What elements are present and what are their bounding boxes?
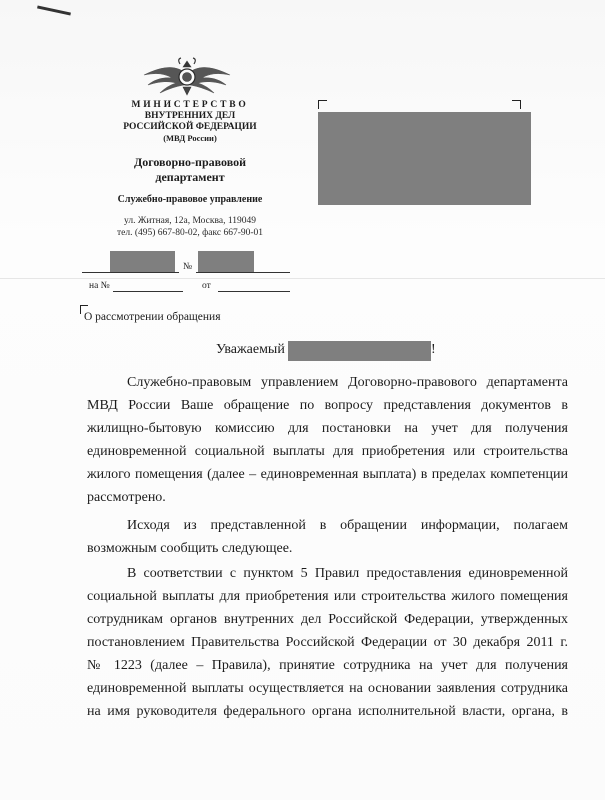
address-block [95,215,285,239]
department-name [95,155,285,185]
text-line: В соответствии с пунктом 5 Правил предоставления единовременной [127,566,568,581]
reply-date-underline [218,291,290,292]
fold-line [0,278,605,279]
scan-mark [37,5,71,15]
text-line: единовременной социальной выплаты для приобретения или строительства [87,444,568,459]
text-line: Служебно-правовым управлением Договорно-правового департамента [127,375,568,390]
subdepartment-name: Служебно-правовое управление [117,194,263,205]
reply-number-underline [113,291,183,292]
recipient-corner-right [512,100,521,109]
ministry-name [95,100,285,144]
number-sign: № [183,262,193,272]
text-line: МВД России Ваше обращение по вопросу представления документов в [87,398,568,413]
ministry-line-4: (МВД России) [163,133,217,143]
text-line: Исходя из представленной в обращении информации, полагаем [127,518,568,533]
text-line: социальной выплаты для приобретения или строительства жилого помещения [87,589,568,604]
text-line: сотрудникам органов внутренних дел Российской Федерации, утвержденных [87,612,568,627]
in-reply-to-label: на № [89,281,110,291]
address-line: ул. Житная, 12а, Москва, 119049 [124,216,256,226]
number-underline [196,272,290,273]
recipient-corner-left [318,100,327,109]
outgoing-number-redaction [198,251,254,273]
text-line: возможным сообщить следующее. [87,541,293,556]
outgoing-date-redaction [110,251,175,273]
ministry-line-3: РОССИЙСКОЙ ФЕДЕРАЦИИ [123,122,257,132]
text-line: на имя руководителя федерального органа исполнительной власти, органа, в [87,704,568,719]
double-headed-eagle-emblem-icon [140,55,234,97]
ministry-line-2: ВНУТРЕННИХ ДЕЛ [144,111,236,121]
department-line-2: департамент [155,170,225,184]
text-line: № 1223 (далее – Правила), принятие сотрудника на учет для получения [87,658,568,673]
recipient-redaction [318,112,531,205]
ministry-line-1: МИНИСТЕРСТВО [131,100,249,110]
date-underline [82,272,179,273]
subject-line: О рассмотрении обращения [84,311,221,323]
from-date-label: от [202,281,211,291]
text-line: рассмотрено. [87,490,166,505]
text-line: жилищно-бытовую комиссию для постановки на учет для получения [87,421,568,436]
text-line: жилого помещения (далее – единовременная выплата) в пределах компетенции [87,467,568,482]
greeting-salutation: Уважаемый [216,342,285,357]
text-line: постановлением Правительства Российской Федерации от 30 декабря 2011 г. [87,635,568,650]
phone-line: тел. (495) 667-80-02, факс 667-90-01 [116,228,264,238]
greeting-exclamation: ! [431,342,436,357]
department-line-1: Договорно-правовой [133,155,247,169]
addressee-name-redaction [288,341,431,361]
text-line: единовременной выплаты осуществляется на основании заявления сотрудника [87,681,568,696]
